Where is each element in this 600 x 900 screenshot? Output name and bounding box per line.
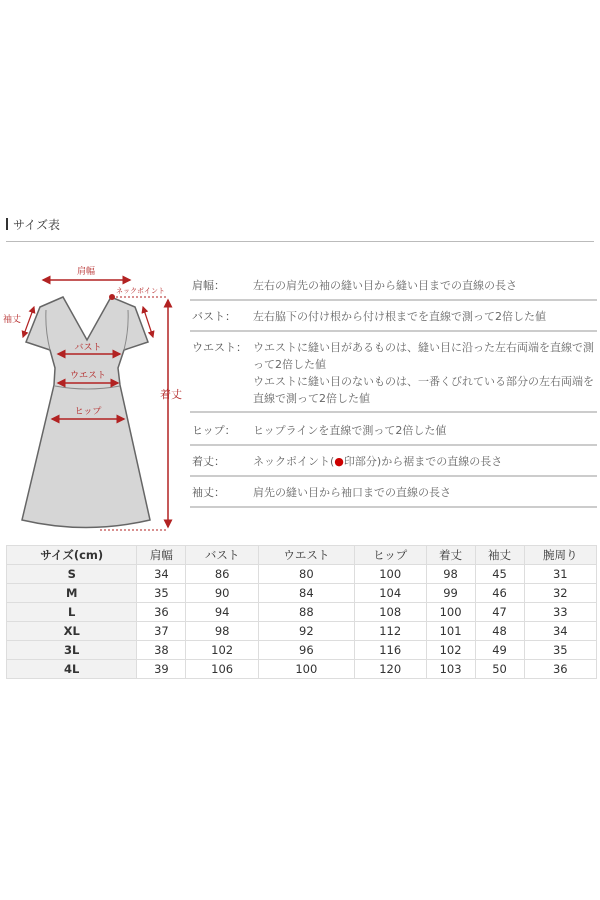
desc-text-2: ウエストに縫い目のないものは、一番くびれている部分の左右両端を直線で測って2倍した値 [253, 375, 594, 405]
column-header: 肩幅 [137, 546, 186, 565]
desc-shoulder [190, 277, 597, 301]
value-cell: 88 [258, 603, 354, 622]
table-row [7, 622, 597, 641]
value-cell: 99 [426, 584, 475, 603]
value-cell: 86 [186, 565, 258, 584]
desc-text: 左右の肩先の袖の縫い目から縫い目までの直線の長さ [253, 279, 517, 292]
value-cell: 112 [354, 622, 426, 641]
size-cell: S [7, 565, 137, 584]
desc-text [253, 453, 502, 470]
value-cell: 34 [524, 622, 596, 641]
size-cell: M [7, 584, 137, 603]
value-cell: 102 [426, 641, 475, 660]
size-cell: XL [7, 622, 137, 641]
value-cell: 32 [524, 584, 596, 603]
waist-label: ウエスト [69, 371, 107, 381]
value-cell: 35 [524, 641, 596, 660]
desc-length [190, 453, 597, 477]
value-cell: 100 [426, 603, 475, 622]
neck-point-label: ネックポイント [116, 287, 165, 295]
value-cell: 92 [258, 622, 354, 641]
column-header: ウエスト [258, 546, 354, 565]
desc-text-b: 印部分)から裾までの直線の長さ [343, 455, 503, 468]
value-cell: 108 [354, 603, 426, 622]
value-cell: 35 [137, 584, 186, 603]
value-cell: 98 [426, 565, 475, 584]
desc-text-1: ウエストに縫い目があるものは、縫い目に沿った左右両端を直線で測って2倍した値 [253, 341, 594, 371]
desc-text [253, 339, 595, 407]
value-cell: 47 [475, 603, 524, 622]
value-cell: 34 [137, 565, 186, 584]
section-title [6, 216, 60, 233]
size-cell: 4L [7, 660, 137, 679]
desc-sleeve [190, 484, 597, 508]
value-cell: 45 [475, 565, 524, 584]
value-cell: 33 [524, 603, 596, 622]
column-header: サイズ(cm) [7, 546, 137, 565]
desc-label: 肩幅： [192, 279, 225, 292]
value-cell: 103 [426, 660, 475, 679]
desc-text: 肩先の縫い目から袖口までの直線の長さ [253, 486, 451, 499]
column-header: ヒップ [354, 546, 426, 565]
value-cell: 38 [137, 641, 186, 660]
value-cell: 37 [137, 622, 186, 641]
value-cell: 94 [186, 603, 258, 622]
title-bar [6, 218, 8, 230]
value-cell: 104 [354, 584, 426, 603]
desc-label: ウエスト： [192, 341, 247, 354]
hip-label: ヒップ [74, 407, 102, 417]
column-header: バスト [186, 546, 258, 565]
column-header: 腕周り [524, 546, 596, 565]
value-cell: 96 [258, 641, 354, 660]
value-cell: 39 [137, 660, 186, 679]
value-cell: 106 [186, 660, 258, 679]
desc-waist [190, 339, 597, 413]
value-cell: 50 [475, 660, 524, 679]
desc-label: バスト： [192, 310, 236, 323]
divider [6, 241, 594, 242]
desc-label: 袖丈： [192, 486, 225, 499]
column-header: 着丈 [426, 546, 475, 565]
table-row [7, 584, 597, 603]
table-header-row [7, 546, 597, 565]
desc-bust [190, 308, 597, 332]
value-cell: 120 [354, 660, 426, 679]
value-cell: 80 [258, 565, 354, 584]
value-cell: 31 [524, 565, 596, 584]
value-cell: 48 [475, 622, 524, 641]
bust-label: バスト [74, 343, 102, 353]
table-row [7, 641, 597, 660]
value-cell: 84 [258, 584, 354, 603]
size-table [6, 545, 597, 679]
value-cell: 36 [524, 660, 596, 679]
value-cell: 100 [258, 660, 354, 679]
desc-hip [190, 422, 597, 446]
sleeve-label: 袖丈 [3, 315, 22, 325]
table-row [7, 603, 597, 622]
desc-label: 着丈： [192, 455, 225, 468]
desc-text-a: ネックポイント( [253, 455, 335, 468]
value-cell: 90 [186, 584, 258, 603]
title-text: サイズ表 [13, 218, 61, 232]
value-cell: 49 [475, 641, 524, 660]
value-cell: 101 [426, 622, 475, 641]
value-cell: 116 [354, 641, 426, 660]
table-row [7, 660, 597, 679]
value-cell: 100 [354, 565, 426, 584]
desc-text: ヒップラインを直線で測って2倍した値 [253, 424, 447, 437]
value-cell: 46 [475, 584, 524, 603]
value-cell: 36 [137, 603, 186, 622]
desc-text: 左右脇下の付け根から付け根までを直線で測って2倍した値 [253, 310, 546, 323]
column-header: 袖丈 [475, 546, 524, 565]
size-cell: L [7, 603, 137, 622]
value-cell: 98 [186, 622, 258, 641]
size-cell: 3L [7, 641, 137, 660]
value-cell: 102 [186, 641, 258, 660]
desc-label: ヒップ： [192, 424, 236, 437]
table-row [7, 565, 597, 584]
red-dot-icon: ● [334, 455, 344, 468]
length-label: 着丈 [160, 388, 182, 401]
dress-diagram [0, 255, 190, 540]
shoulder-label: 肩幅 [76, 267, 96, 277]
